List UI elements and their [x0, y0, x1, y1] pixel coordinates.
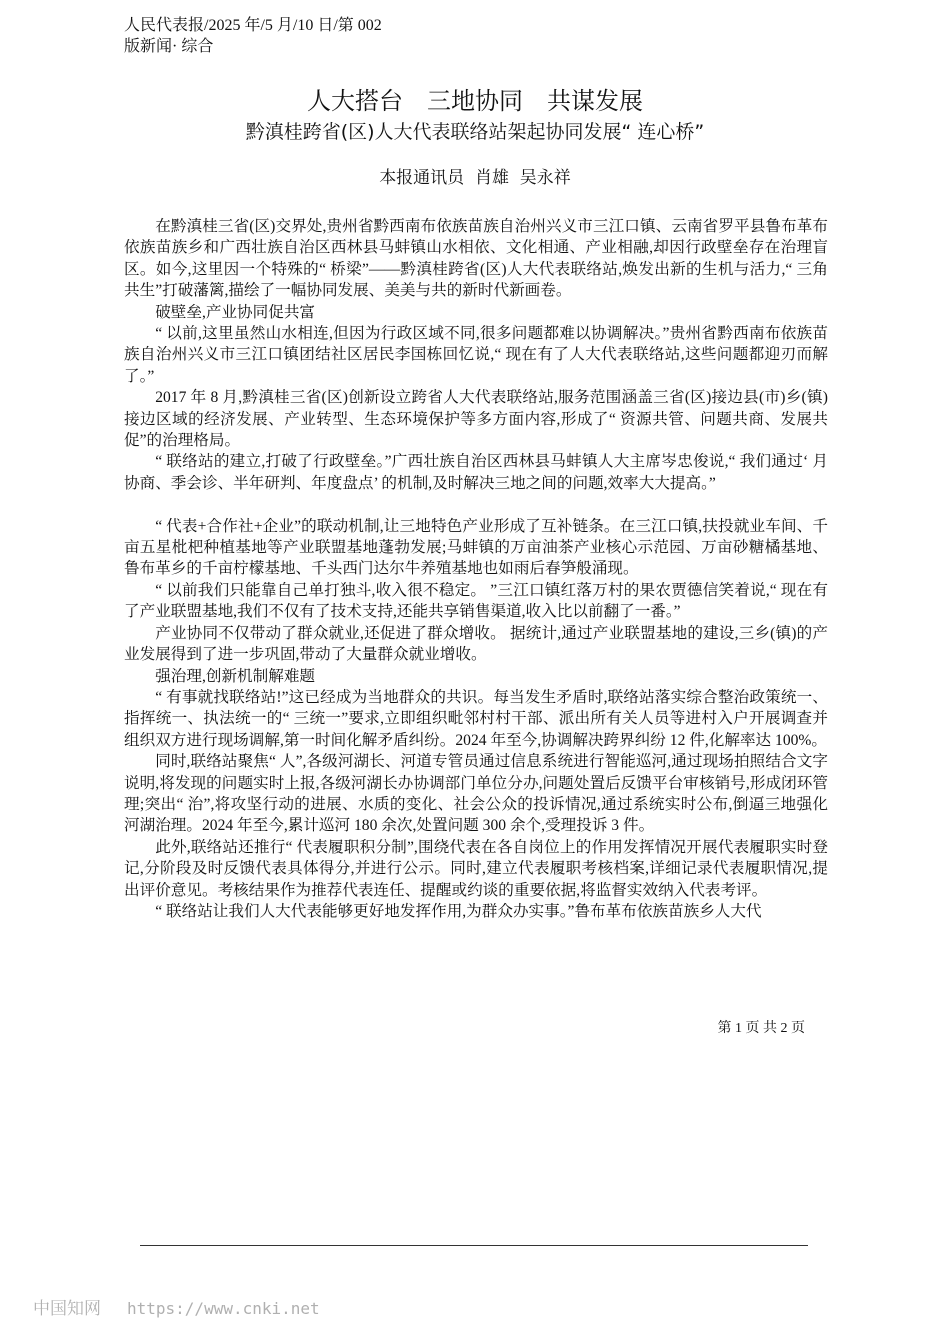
article-subtitle: 黔滇桂跨省(区)人大代表联络站架起协同发展“ 连心桥” — [245, 121, 705, 143]
paragraph: 产业协同不仅带动了群众就业,还促进了群众增收。 据统计,通过产业联盟基地的建设,三乡(镇)的产业发展得到了进一步巩固,带动了大量群众就业增收。 — [124, 624, 828, 664]
paragraph: 此外,联络站还推行“ 代表履职积分制”,围绕代表在各自岗位上的作用发挥情况开展代表履职实时登记,分阶段及时反馈代表具体得分,并进行公示。同时,建立代表履职考核档案,详细记录代表履职情况,提出评价意见。考核结果作为推荐代表连任、提醒或约谈的重要依据,将监督实效纳入代表考评。 — [124, 838, 828, 899]
paragraph: “ 以前我们只能靠自己单打独斗,收入很不稳定。 ”三江口镇红落万村的果农贾德信笑着说,“ 现在有了产业联盟基地,我们不仅有了技术支持,还能共享销售渠道,收入比以前翻了一番。” — [124, 581, 828, 621]
paragraph: “ 以前,这里虽然山水相连,但因为行政区域不同,很多问题都难以协调解决。”贵州省黔西南布依族苗族自治州兴义市三江口镇团结社区居民李国栋回忆说,“ 现在有了人大代表联络站,这些问题都迎刃而解了。” — [124, 325, 828, 385]
paragraph: 2017 年 8 月,黔滇桂三省(区)创新设立跨省人大代表联络站,服务范围涵盖三省(区)接边县(市)乡(镇)接边区域的经济发展、产业转型、生态环境保护等多方面内容,形成了“ 资源共管、问题共商、发展共促”的治理格局。 — [124, 389, 828, 450]
section-heading: 破壁垒,产业协同促共富 — [155, 303, 316, 321]
footer-divider — [140, 1245, 808, 1246]
paragraph: “ 联络站让我们人大代表能够更好地发挥作用,为群众办实事。”鲁布革布依族苗族乡人大代 — [155, 902, 762, 920]
article-body — [124, 216, 828, 922]
page-number: 第 1 页 共 2 页 — [717, 1021, 805, 1036]
paragraph: “ 有事就找联络站!”这已经成为当地群众的共识。每当发生矛盾时,联络站落实综合整治政策统一、指挥统一、执法统一的“ 三统一”要求,立即组织毗邻村村干部、派出所有关人员等进村入户开展调查并组织双方进行现场调解,第一时间化解矛盾纠纷。2024 年至今,协调解决跨界纠纷 12 件,化解率达 100%。 — [124, 688, 828, 749]
paragraph: “ 代表+合作社+企业”的联动机制,让三地特色产业形成了互补链条。在三江口镇,扶投就业车间、千亩五星枇杷种植基地等产业联盟基地蓬勃发展;马蚌镇的万亩油茶产业核心示范园、万亩砂糖橘基地、鲁布革乡的千亩柠檬基地、千头西门达尔牛养殖基地也如雨后春笋般涌现。 — [124, 517, 828, 578]
article-title: 人大搭台 三地协同 共谋发展 — [307, 87, 643, 115]
paragraph: 在黔滇桂三省(区)交界处,贵州省黔西南布依族苗族自治州兴义市三江口镇、云南省罗平县鲁布革布依族苗族乡和广西壮族自治区西林县马蚌镇山水相依、文化相通、产业相融,却因行政壁垒存在治理盲区。如今,这里因一个特殊的“ 桥梁”——黔滇桂跨省(区)人大代表联络站,焕发出新的生机与活力,“ 三角共生”打破藩篱,描绘了一幅协同发展、美美与共的新时代新画卷。 — [124, 218, 828, 300]
section-heading: 强治理,创新机制解难题 — [155, 667, 316, 685]
publication-header — [124, 15, 382, 57]
section-info: 版新闻· 综合 — [124, 38, 214, 55]
paragraph: “ 联络站的建立,打破了行政壁垒。”广西壮族自治区西林县马蚌镇人大主席岑忠俊说,“ 我们通过‘ 月协商、季会诊、半年研判、年度盘点’ 的机制,及时解决三地之间的问题,效率大大提高。” — [124, 453, 828, 492]
paragraph: 同时,联络站聚焦“ 人”,各级河湖长、河道专管员通过信息系统进行智能巡河,通过现场拍照结合文字说明,将发现的问题实时上报,各级河湖长办协调部门单位分办,问题处置后反馈平台审核销号,形成闭环管理;突出“ 治”,将攻坚行动的进展、水质的变化、社会公众的投诉情况,通过系统实时公布,倒逼三地强化河湖治理。2024 年至今,累计巡河 180 余次,处置问题 300 余个,受理投诉 3 件。 — [124, 753, 828, 835]
cnki-url[interactable]: https://www.cnki.net — [127, 1299, 320, 1318]
watermark-footer — [33, 1294, 320, 1319]
blank-line — [124, 494, 828, 515]
publication-info: 人民代表报/2025 年/5 月/10 日/第 002 — [124, 17, 382, 34]
cnki-logo-text: 中国知网 — [33, 1299, 101, 1318]
byline: 本报通讯员 肖雄 吴永祥 — [379, 168, 571, 188]
